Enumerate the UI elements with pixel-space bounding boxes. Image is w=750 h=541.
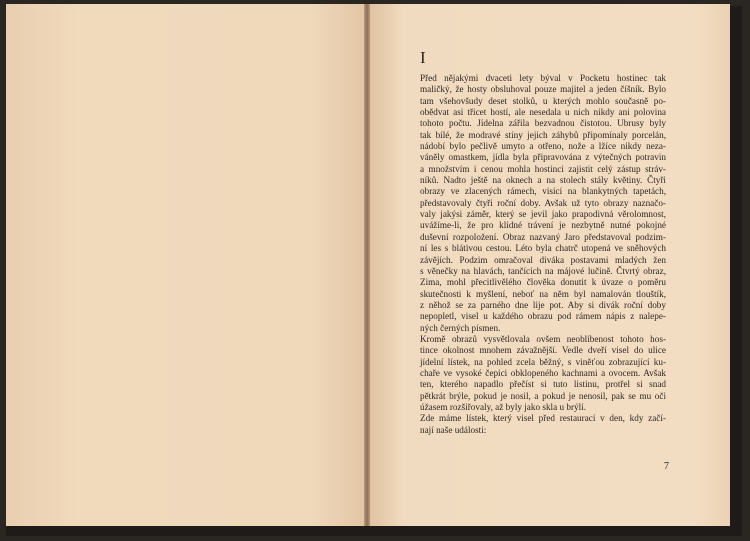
text-line: valy jakýsi záměr, který se jevil jako prapodivná věrolomnost,	[420, 209, 666, 220]
text-line: níků. Nadto ještě na oknech a na stolech stály květiny. Čtyři	[420, 175, 666, 186]
text-line: uvážíme-li, že pro klidné trávení je nezbytně nutné pokojné	[420, 220, 666, 231]
text-line: váněly omastkem, jídla byla připravována z výtečných potravin	[420, 152, 666, 163]
text-line: tam všehovšudy deset stolků, u kterých mohlo současně po-	[420, 95, 666, 106]
text-line: a množstvím i cenou mohla hostinci zajistit celý zástup stráv-	[420, 163, 666, 174]
text-line: Zde máme lístek, který visel před restaurací v den, kdy začí-	[420, 413, 666, 424]
body-text	[410, 73, 666, 436]
text-line: Před nějakými dvaceti lety býval v Pocketu hostinec tak	[420, 73, 666, 83]
page-number: 7	[664, 461, 669, 472]
text-line: tohoto počtu. Jídelna zářila bezvadnou čistotou. Ubrusy byly	[420, 118, 666, 129]
left-page-blank	[6, 4, 366, 526]
text-line: s věnečky na hlavách, tančících na májové lučině. Čtvrtý obraz,	[420, 265, 666, 276]
paragraph-2	[410, 334, 666, 413]
text-line: z něhož se za parného dne lije pot. Aby si divák roční doby	[420, 299, 666, 310]
paragraph-1	[410, 73, 666, 334]
text-line: nají naše události:	[420, 424, 487, 435]
text-line: ných černých písmen.	[420, 322, 501, 333]
text-line: maličký, že hosty obsluhoval pouze majitel a jeden číšník. Bylo	[420, 84, 666, 95]
paragraph-3	[410, 413, 666, 436]
text-line: úžasem rozšiřovaly, až byly jako skla u brýlí.	[420, 401, 587, 412]
text-line: chaře ve vysoké čepici obklopeného kachnami a ovocem. Avšak	[420, 367, 666, 378]
text-line: Kromě obrazů vysvětlovala ovšem neoblíbenost tohoto hos-	[420, 333, 666, 344]
text-line: představovaly čtyři roční doby. Avšak už tyto obrazy naznačo-	[420, 197, 666, 208]
text-line: obrazy ve zlacených rámech, visící na blankytných tapetách,	[420, 186, 666, 197]
book-gutter	[364, 4, 370, 526]
text-line: obědvat asi třicet hostí, ale nesedala u nich nikdy ani polovina	[420, 107, 666, 118]
text-line: pětkrát brýle, pokud je nosil, a pokud je nenosil, pak se mu oči	[420, 390, 666, 401]
text-line: duševní rozpoložení. Obraz nazvaný Jaro představoval podzim-	[420, 231, 666, 242]
text-line: tak bílé, že modravé stíny jejich záhybů připomínaly porcelán,	[420, 129, 666, 140]
text-line: ní les s blátivou cestou. Léto byla chatrč utopená ve sněhových	[420, 243, 666, 254]
text-line: nepopletl, visel u každého obrazu pod rámem nápis z nalepe-	[420, 311, 666, 322]
text-line: závějích. Podzim omračoval diváka postavami mladých žen	[420, 254, 666, 265]
text-line: jídelní lístek, na pohled zcela běžný, s viněťou zobrazující ku-	[420, 356, 666, 367]
text-line: Zima, mohl přecitlivělého člověka donutit k úvaze o poměru	[420, 277, 666, 288]
chapter-heading: I	[420, 48, 426, 67]
text-line: nádobí bylo pečlivě umyto a otřeno, nože a lžíce nikdy neza-	[420, 141, 666, 152]
text-line: tince okolnost mnohem závažnější. Vedle dveří visel do ulice	[420, 345, 666, 356]
text-line: ten, kterého napadlo přečíst si tuto listinu, protřel si snad	[420, 379, 666, 390]
text-line: skutečnosti k myšlení, neboť na něm byl namalován tlouštík,	[420, 288, 666, 299]
